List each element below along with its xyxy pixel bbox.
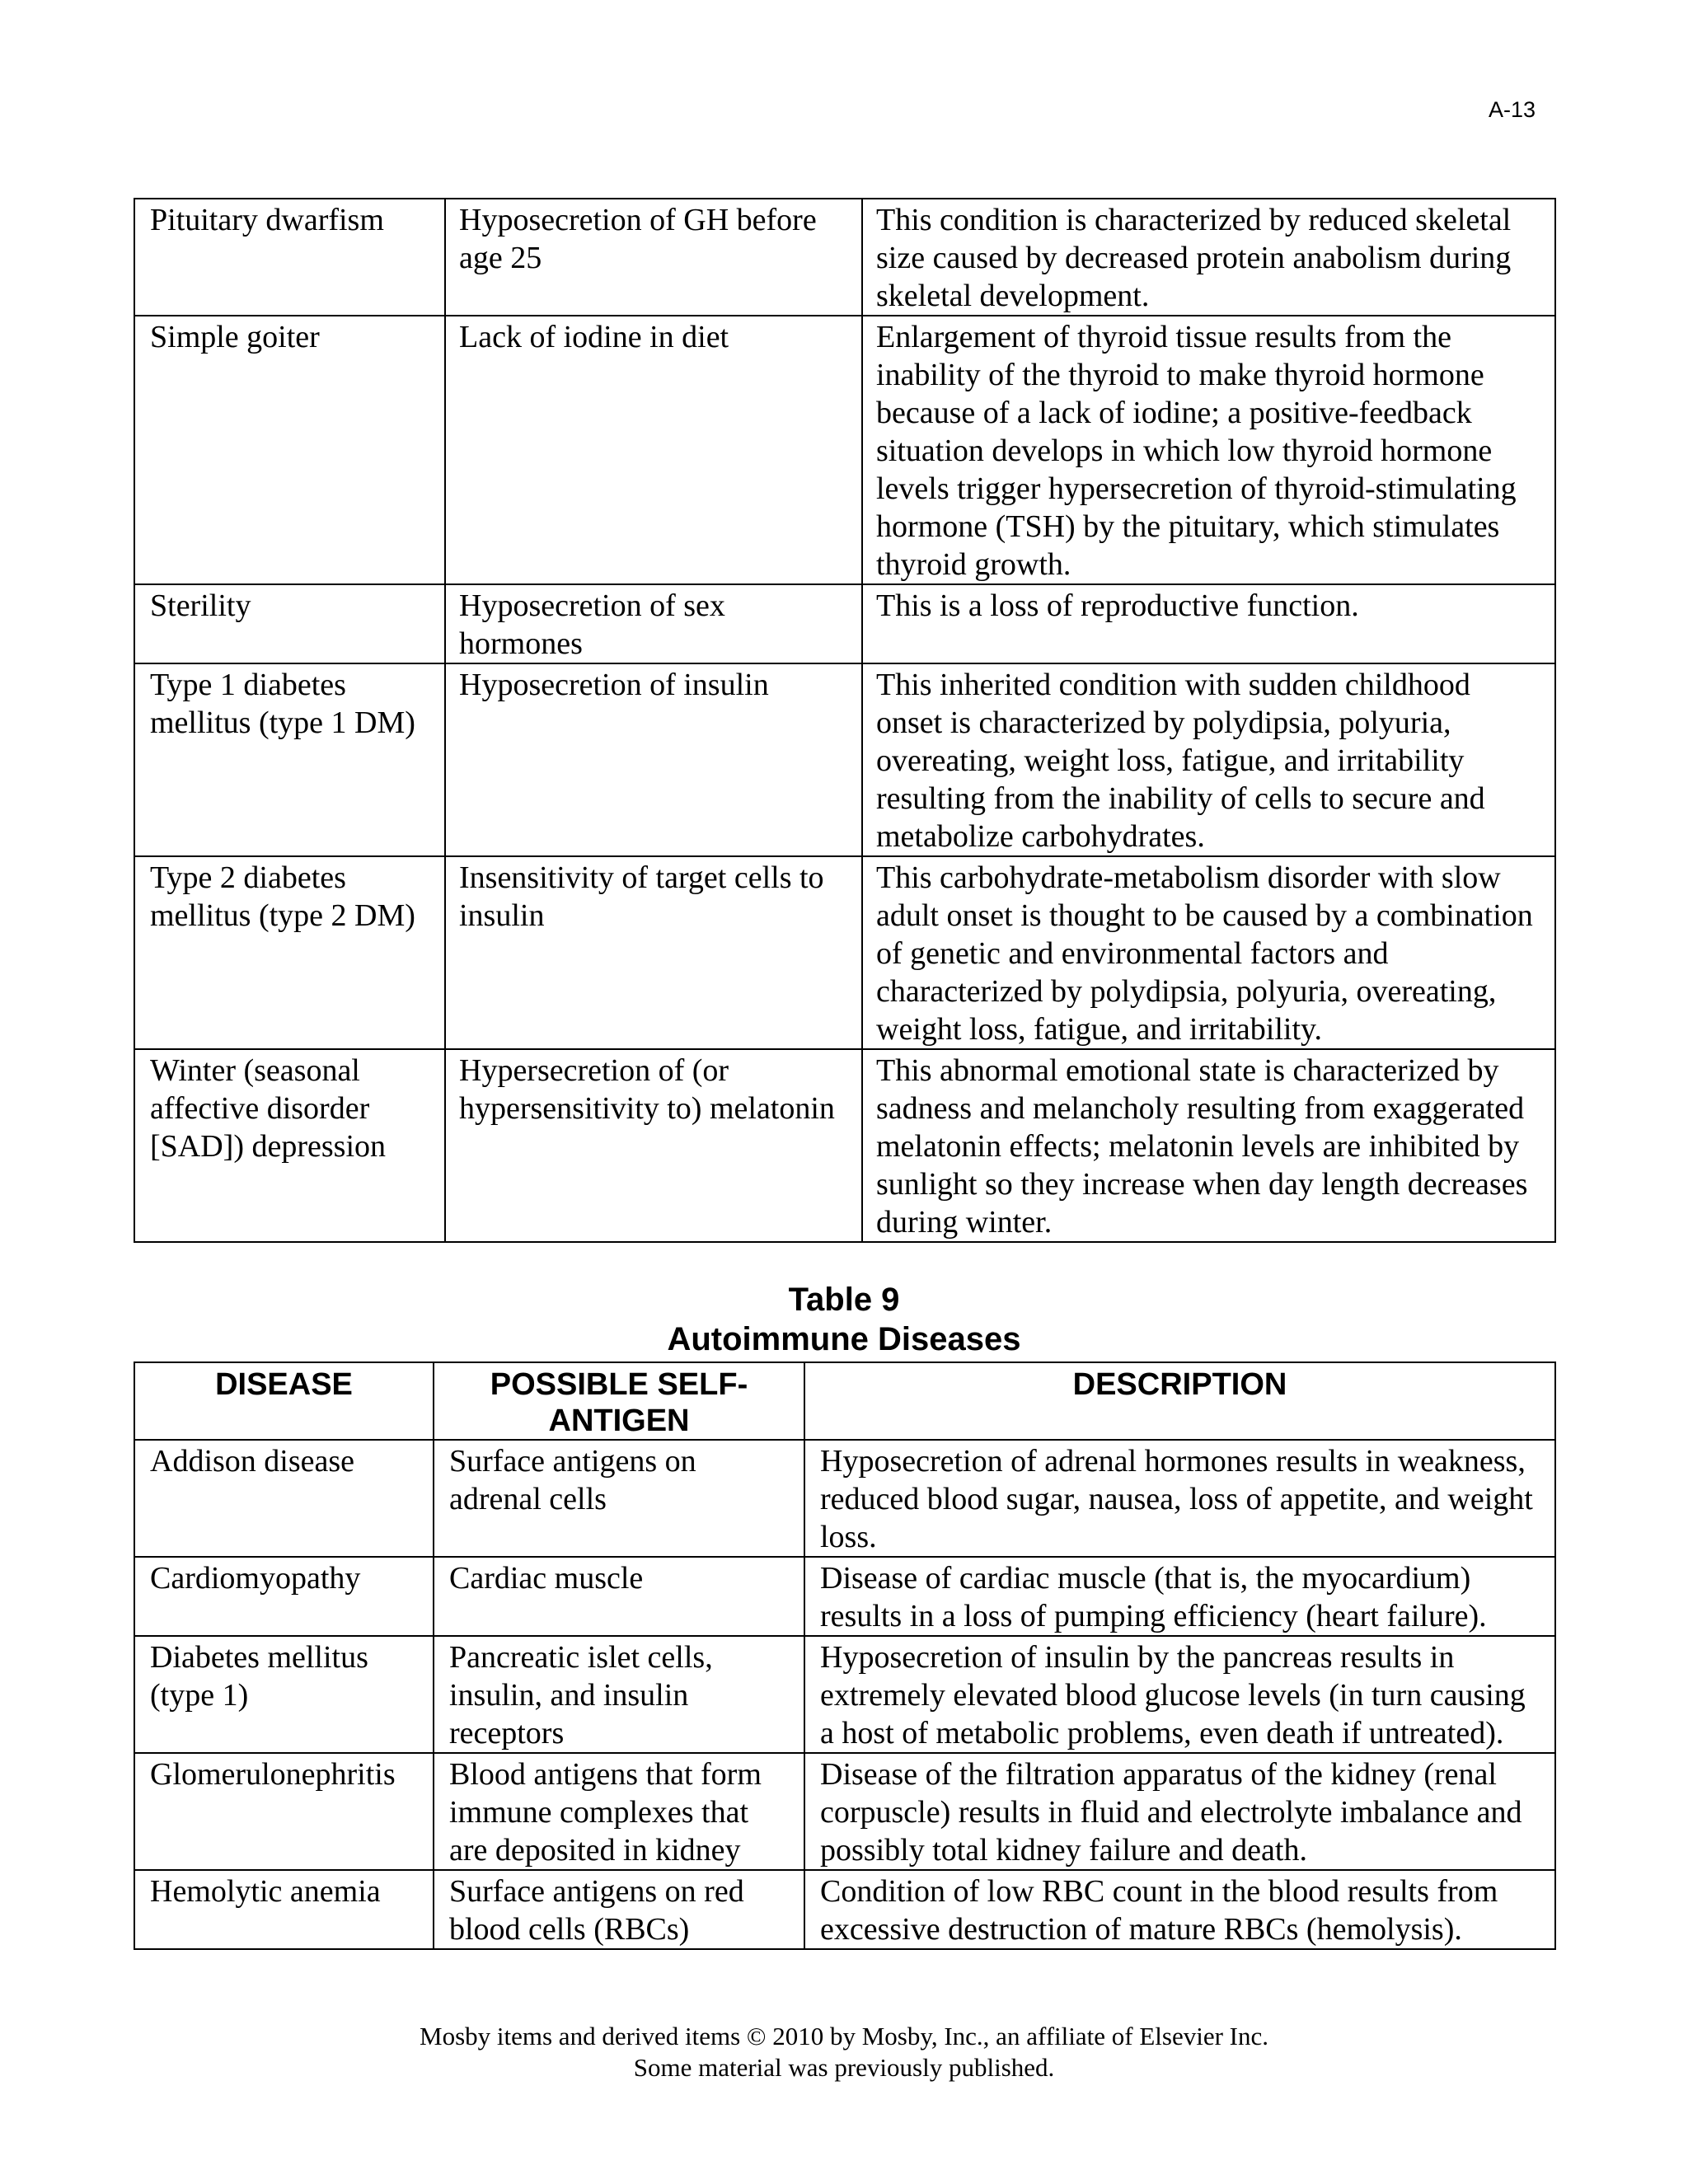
cause-cell: Lack of iodine in diet — [445, 316, 862, 584]
table-title: Table 9 — [788, 1282, 900, 1318]
description-cell: This carbohydrate-metabolism disorder with slow adult onset is thought to be caused by a combination of genetic and environmental factors and characterized by polydipsia, polyuria, overeating, weight loss, fatigue, and irritability. — [862, 856, 1555, 1049]
disease-cell: Diabetes mellitus (type 1) — [134, 1636, 434, 1753]
disease-cell: Pituitary dwarfism — [134, 199, 445, 316]
endocrine-conditions-table-continued — [134, 198, 1556, 1243]
description-cell: Enlargement of thyroid tissue results from the inability of the thyroid to make thyroid hormone because of a lack of iodine; a positive-feedback situation develops in which low thyroid hormone levels trigger hypersecretion of thyroid-stimulating hormone (TSH) by the pituitary, which stimulates thyroid growth. — [862, 316, 1555, 584]
description-cell: Hyposecretion of adrenal hormones results in weakness, reduced blood sugar, nausea, loss of appetite, and weight loss. — [804, 1440, 1555, 1557]
cause-cell: Insensitivity of target cells to insulin — [445, 856, 862, 1049]
disease-cell: Cardiomyopathy — [134, 1557, 434, 1636]
description-cell: Hyposecretion of insulin by the pancreas results in extremely elevated blood glucose levels (in turn causing a host of metabolic problems, even death if untreated). — [804, 1636, 1555, 1753]
copyright-footer: Mosby items and derived items © 2010 by Mosby, Inc., an affiliate of Elsevier Inc. — [420, 2022, 1268, 2050]
disease-cell: Type 2 diabetes mellitus (type 2 DM) — [134, 856, 445, 1049]
table-row — [134, 1636, 1555, 1753]
table-row — [134, 199, 1555, 316]
disease-cell: Sterility — [134, 584, 445, 663]
description-cell: This abnormal emotional state is characterized by sadness and melancholy resulting from exaggerated melatonin effects; melatonin levels are inhibited by sunlight so they increase when day length decreases during winter. — [862, 1049, 1555, 1242]
description-cell: Disease of the filtration apparatus of the kidney (renal corpuscle) results in fluid and electrolyte imbalance and possibly total kidney failure and death. — [804, 1753, 1555, 1870]
disease-cell: Type 1 diabetes mellitus (type 1 DM) — [134, 663, 445, 856]
antigen-cell: Blood antigens that form immune complexes that are deposited in kidney — [434, 1753, 804, 1870]
disease-cell: Glomerulonephritis — [134, 1753, 434, 1870]
table-row — [134, 1049, 1555, 1242]
column-header-disease: DISEASE — [134, 1362, 434, 1440]
table-row — [134, 1557, 1555, 1636]
table-row — [134, 584, 1555, 663]
cause-cell: Hyposecretion of insulin — [445, 663, 862, 856]
table-row — [134, 1870, 1555, 1949]
description-cell: This condition is characterized by reduced skeletal size caused by decreased protein anabolism during skeletal development. — [862, 199, 1555, 316]
table-subtitle: Autoimmune Diseases — [667, 1321, 1021, 1357]
description-cell: Condition of low RBC count in the blood results from excessive destruction of mature RBCs (hemolysis). — [804, 1870, 1555, 1949]
table-header-row — [134, 1362, 1555, 1440]
disease-cell: Simple goiter — [134, 316, 445, 584]
autoimmune-diseases-table — [134, 1361, 1556, 1950]
page-number: A-13 — [1488, 97, 1536, 122]
cause-cell: Hyposecretion of GH before age 25 — [445, 199, 862, 316]
antigen-cell: Cardiac muscle — [434, 1557, 804, 1636]
column-header-antigen: POSSIBLE SELF-ANTIGEN — [434, 1362, 804, 1440]
table-row — [134, 856, 1555, 1049]
antigen-cell: Surface antigens on red blood cells (RBCs) — [434, 1870, 804, 1949]
table-row — [134, 1753, 1555, 1870]
disease-cell: Addison disease — [134, 1440, 434, 1557]
table-row — [134, 316, 1555, 584]
column-header-description: DESCRIPTION — [804, 1362, 1555, 1440]
cause-cell: Hypersecretion of (or hypersensitivity to) melatonin — [445, 1049, 862, 1242]
disease-cell: Winter (seasonal affective disorder [SAD]) depression — [134, 1049, 445, 1242]
cause-cell: Hyposecretion of sex hormones — [445, 584, 862, 663]
antigen-cell: Surface antigens on adrenal cells — [434, 1440, 804, 1557]
table-row — [134, 1440, 1555, 1557]
description-cell: Disease of cardiac muscle (that is, the myocardium) results in a loss of pumping efficiency (heart failure). — [804, 1557, 1555, 1636]
publication-note: Some material was previously published. — [633, 2053, 1055, 2082]
disease-cell: Hemolytic anemia — [134, 1870, 434, 1949]
description-cell: This inherited condition with sudden childhood onset is characterized by polydipsia, polyuria, overeating, weight loss, fatigue, and irritability resulting from the inability of cells to secure and metabolize carbohydrates. — [862, 663, 1555, 856]
description-cell: This is a loss of reproductive function. — [862, 584, 1555, 663]
antigen-cell: Pancreatic islet cells, insulin, and insulin receptors — [434, 1636, 804, 1753]
table-row — [134, 663, 1555, 856]
